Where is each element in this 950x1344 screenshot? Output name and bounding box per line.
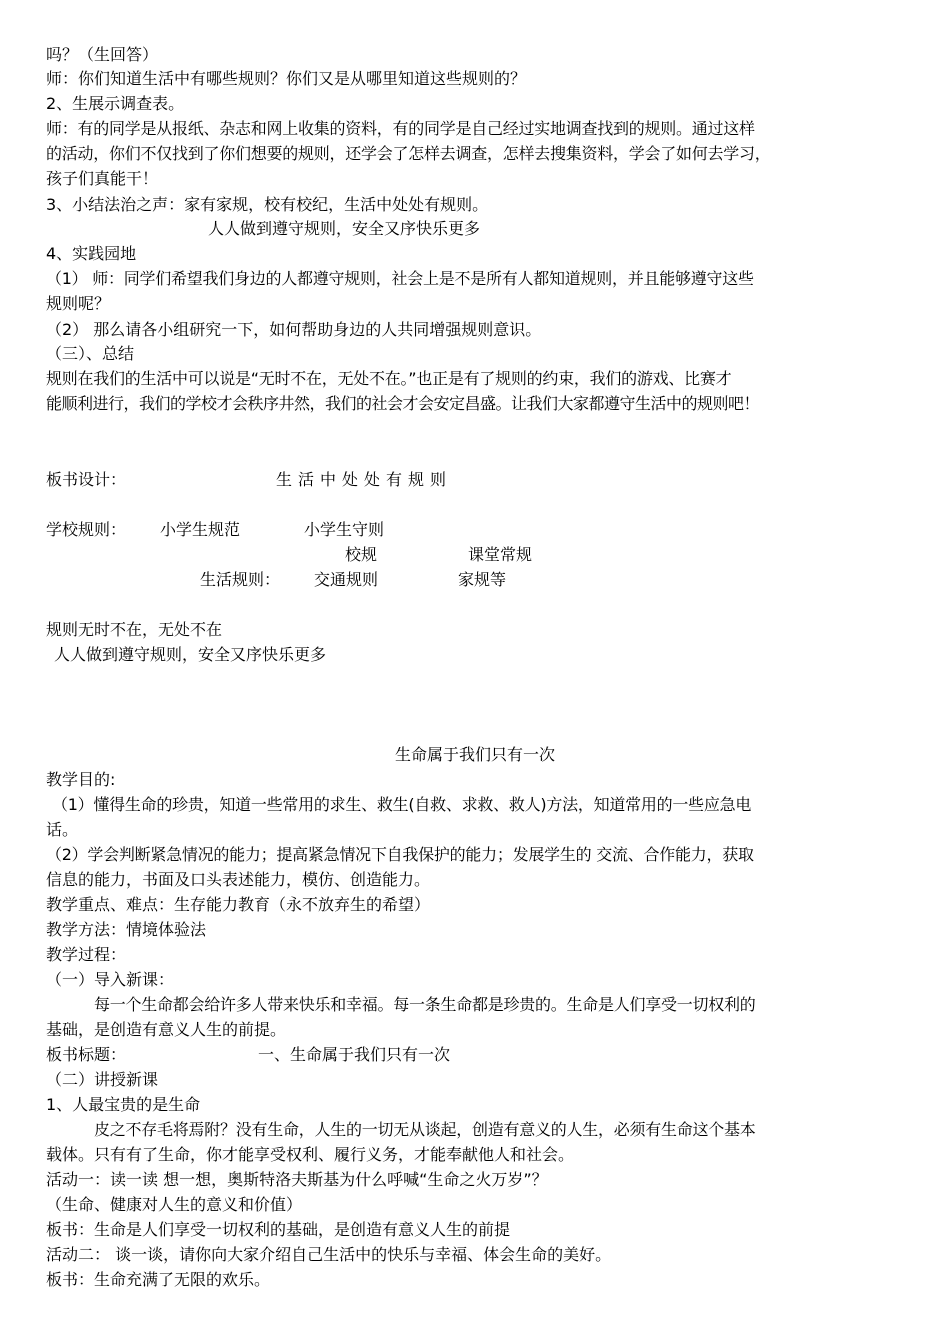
text-line: （2） 那么请各小组研究一下，如何帮助身边的人共同增强规则意识。 (46, 320, 542, 339)
text-line: 信息的能力，书面及口头表述能力，模仿、创造能力。 (46, 870, 431, 889)
text-line: 板书：生命充满了无限的欢乐。 (46, 1270, 271, 1289)
text-line: 人人做到遵守规则，安全又序快乐更多 (208, 219, 481, 238)
text-line: 板书标题： (46, 1045, 127, 1064)
text-line: 师：有的同学是从报纸、杂志和网上收集的资料，有的同学是自己经过实地调查找到的规则。通过这样 (46, 119, 755, 138)
text-line: 3、小结法治之声：家有家规，校有校纪，生活中处处有规则。 (46, 195, 489, 214)
text-line: （生命、健康对人生的意义和价值） (46, 1195, 303, 1214)
text-line: 2、生展示调查表。 (46, 94, 185, 113)
text-line: 教学目的: (46, 770, 116, 789)
text-line: 师：你们知道生活中有哪些规则？你们又是从哪里知道这些规则的？ (46, 69, 527, 88)
school-rule-item: 课堂常规 (468, 545, 533, 564)
text-line: 活动一：读一读 想一想，奥斯特洛夫斯基为什么呼喊“生命之火万岁”？ (46, 1170, 548, 1189)
text-line: 1、人最宝贵的是生命 (46, 1095, 201, 1114)
text-line: 教学过程： (46, 945, 127, 964)
text-line: 基础，是创造有意义人生的前提。 (46, 1020, 287, 1039)
text-line: 教学重点、难点：生存能力教育（永不放弃生的希望） (46, 895, 431, 914)
text-line: （1）懂得生命的珍贵，知道一些常用的求生、救生(自救、求救、救人)方法，知道常用的一些应急电 (52, 795, 752, 814)
life-rules-label: 生活规则： (200, 570, 281, 589)
text-line: 一、生命属于我们只有一次 (258, 1045, 451, 1064)
text-line: 孩子们真能干！ (46, 169, 159, 188)
school-rules-label: 学校规则： (46, 520, 127, 539)
life-rule-item: 家规等 (458, 570, 507, 589)
lesson-title: 生命属于我们只有一次 (394, 745, 555, 764)
text-line: 活动二： 谈一谈，请你向大家介绍自己生活中的快乐与幸福、体会生命的美好。 (46, 1245, 612, 1264)
text-line: 规则呢？ (46, 294, 111, 313)
text-line: 4、实践园地 (46, 244, 137, 263)
text-line: （2）学会判断紧急情况的能力；提高紧急情况下自我保护的能力；发展学生的 交流、合作能力，获取 (46, 845, 754, 864)
school-rule-item: 小学生守则 (304, 520, 385, 539)
text-line: 每一个生命都会给许多人带来快乐和幸福。每一条生命都是珍贵的。生命是人们享受一切权利的 (94, 995, 756, 1014)
text-line: 皮之不存毛将焉附？没有生命，人生的一切无从谈起，创造有意义的人生，必须有生命这个基本 (94, 1120, 756, 1139)
school-rule-item: 校规 (345, 545, 378, 564)
text-line: 话。 (46, 820, 79, 839)
text-line: （三）、总结 (46, 344, 135, 363)
board-summary: 人人做到遵守规则，安全又序快乐更多 (54, 645, 327, 664)
board-title: 生活中处处有规则 (276, 470, 453, 489)
text-line: 载体。只有有了生命，你才能享受权利、履行义务，才能奉献他人和社会。 (46, 1145, 575, 1164)
text-line: 规则在我们的生活中可以说是“无时不在，无处不在。”也正是有了规则的约束，我们的游戏、比赛才 (46, 369, 732, 388)
text-line: 吗？（生回答） (46, 45, 159, 64)
board-label: 板书设计： (46, 470, 127, 489)
text-line: 板书：生命是人们享受一切权利的基础，是创造有意义人生的前提 (46, 1220, 511, 1239)
text-line: （1） 师：同学们希望我们身边的人都遵守规则，社会上是不是所有人都知道规则，并且能够遵守这些 (46, 269, 754, 288)
text-line: 能顺利进行，我们的学校才会秩序井然，我们的社会才会安定昌盛。让我们大家都遵守生活中的规则吧！ (46, 394, 760, 413)
board-summary: 规则无时不在，无处不在 (46, 620, 223, 639)
text-line: 教学方法：情境体验法 (46, 920, 207, 939)
text-line: （一）导入新课： (46, 970, 175, 989)
life-rule-item: 交通规则 (314, 570, 379, 589)
text-line: （二）讲授新课 (46, 1070, 159, 1089)
text-line: 的活动，你们不仅找到了你们想要的规则，还学会了怎样去调查，怎样去搜集资料，学会了如何去学习， (46, 144, 771, 163)
school-rule-item: 小学生规范 (160, 520, 241, 539)
